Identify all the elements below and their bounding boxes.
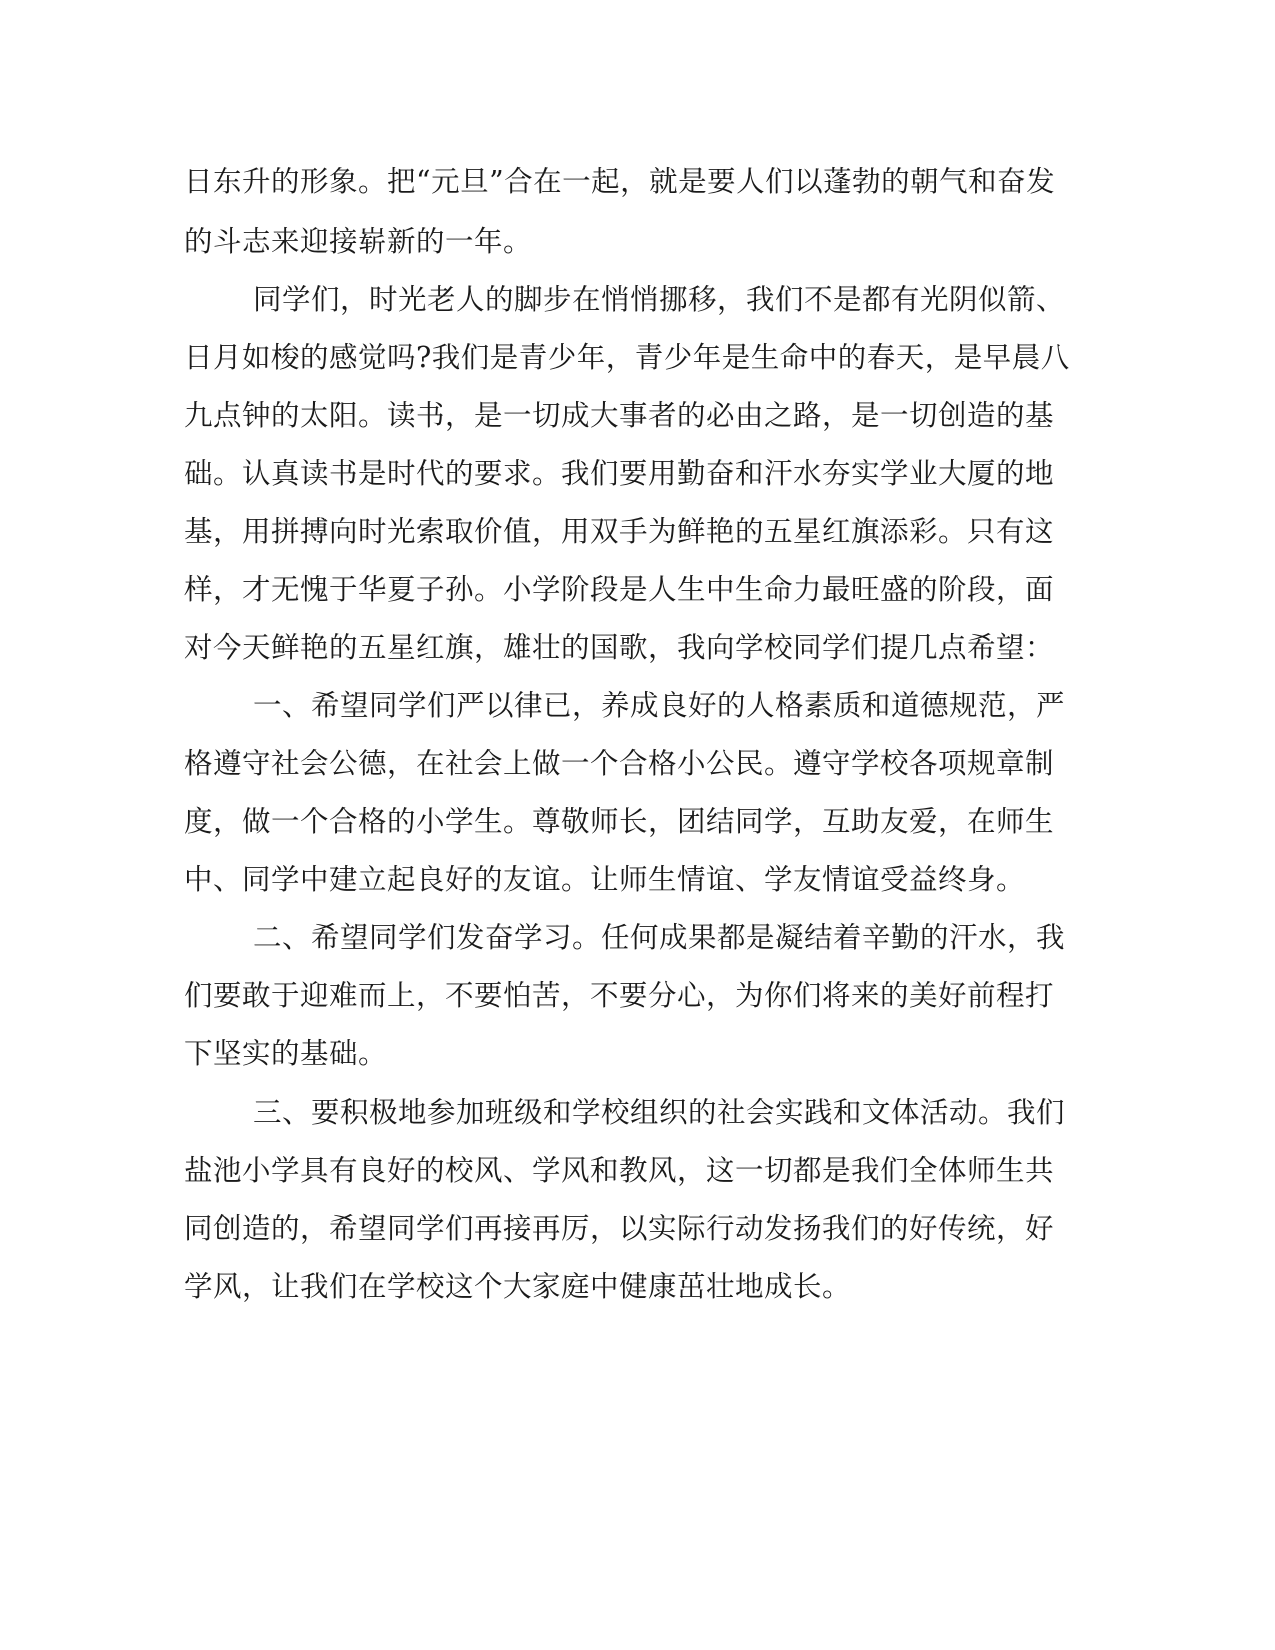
text-line: 日东升的形象。把“元旦”合在一起，就是要人们以蓬勃的朝气和奋发 <box>184 165 1056 198</box>
text-line: 础。认真读书是时代的要求。我们要用勤奋和汗水夯实学业大厦的地 <box>184 457 1055 490</box>
text-line: 九点钟的太阳。读书，是一切成大事者的必由之路，是一切创造的基 <box>184 399 1055 432</box>
paragraph-start-line: 一、希望同学们严以律已，养成良好的人格素质和道德规范，严 <box>253 689 1066 722</box>
text-line: 对今天鲜艳的五星红旗，雄壮的国歌，我向学校同学们提几点希望： <box>184 631 1055 664</box>
text-line: 的斗志来迎接崭新的一年。 <box>184 225 533 258</box>
text-line: 下坚实的基础。 <box>184 1037 388 1070</box>
text-line: 格遵守社会公德，在社会上做一个合格小公民。遵守学校各项规章制 <box>184 747 1055 780</box>
text-line: 同创造的，希望同学们再接再厉，以实际行动发扬我们的好传统，好 <box>184 1212 1055 1245</box>
text-line: 盐池小学具有良好的校风、学风和教风，这一切都是我们全体师生共 <box>184 1154 1055 1187</box>
text-line: 样，才无愧于华夏子孙。小学阶段是人生中生命力最旺盛的阶段，面 <box>184 573 1055 606</box>
text-line: 学风，让我们在学校这个大家庭中健康茁壮地成长。 <box>184 1270 852 1303</box>
text-line: 度，做一个合格的小学生。尊敬师长，团结同学，互助友爱，在师生 <box>184 805 1055 838</box>
paragraph-start-line: 二、希望同学们发奋学习。任何成果都是凝结着辛勤的汗水，我 <box>253 921 1066 954</box>
text-line: 们要敢于迎难而上，不要怕苦，不要分心，为你们将来的美好前程打 <box>184 979 1055 1012</box>
text-line: 日月如梭的感觉吗?我们是青少年，青少年是生命中的春天，是早晨八 <box>184 341 1070 374</box>
text-line: 中、同学中建立起良好的友谊。让师生情谊、学友情谊受益终身。 <box>184 863 1026 896</box>
text-line: 基，用拼搏向时光索取价值，用双手为鲜艳的五星红旗添彩。只有这 <box>184 515 1055 548</box>
paragraph-start-line: 三、要积极地参加班级和学校组织的社会实践和文体活动。我们 <box>253 1096 1066 1129</box>
paragraph-start-line: 同学们，时光老人的脚步在悄悄挪移，我们不是都有光阴似箭、 <box>253 283 1066 316</box>
